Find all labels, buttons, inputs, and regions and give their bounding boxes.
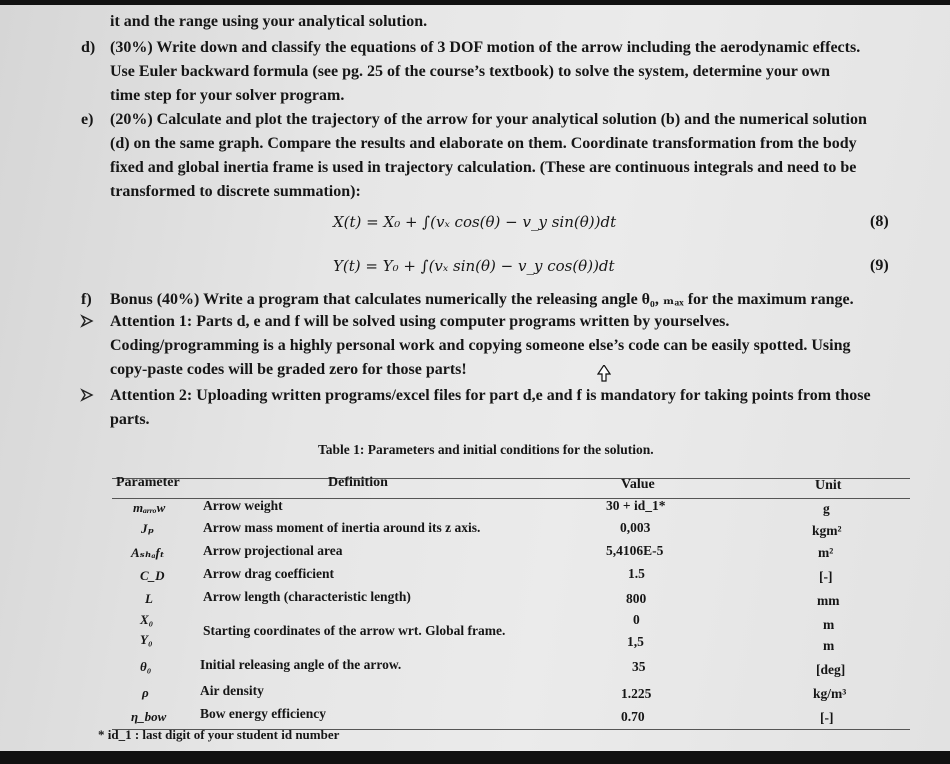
item-e-label: e): [81, 111, 94, 128]
table-row-unit: m²: [818, 545, 834, 560]
item-e-line1: (20%) Calculate and plot the trajectory of the arrow for your analytical solution (b) and the numerical solution: [110, 111, 867, 128]
document-page: [0, 5, 950, 751]
table-row-value: 0: [633, 612, 640, 627]
table-row-value: 800: [626, 591, 647, 606]
table-row-value: 1.225: [621, 686, 652, 701]
table-row-value: 0.70: [621, 709, 645, 724]
table-row-param: η_bow: [131, 709, 167, 724]
table-row-value: 1,5: [627, 634, 644, 649]
table-row-definition: Arrow drag coefficient: [203, 566, 334, 581]
table-row-definition: Arrow projectional area: [203, 543, 343, 558]
table-top-rule: [112, 478, 910, 479]
table-row-param: Aₛₕₐfₜ: [131, 545, 165, 560]
equation-9: Y(t) = Y₀ + ∫(vₓ sin(θ) − v_y cos(θ))dt: [333, 257, 615, 275]
table-row-definition: Air density: [200, 683, 264, 698]
table-row-unit: mm: [817, 593, 840, 608]
table-footnote: * id_1 : last digit of your student id number: [98, 727, 340, 742]
equation-8-number: (8): [870, 213, 889, 230]
attention-1-line3: copy-paste codes will be graded zero for those parts!: [110, 361, 467, 378]
table-row-unit: [-]: [820, 710, 834, 725]
header-parameter: Parameter: [116, 475, 180, 490]
equation-8: X(t) = X₀ + ∫(vₓ cos(θ) − v_y sin(θ))dt: [333, 213, 617, 231]
attention-1-line2: Coding/programming is a highly personal work and copying someone else’s code can be easily spotted. Using: [110, 337, 851, 354]
table-row-value: 5,4106E-5: [606, 543, 664, 558]
attention-2-line2: parts.: [110, 411, 150, 428]
table-row-param: X₀: [140, 612, 154, 627]
table-row-value: 30 + id_1*: [606, 498, 666, 513]
table-row-param: Y₀: [140, 632, 153, 647]
item-d-line3: time step for your solver program.: [110, 87, 345, 104]
table-row-unit: kgm²: [812, 523, 842, 538]
table-row-unit: m: [823, 617, 835, 632]
table-row-unit: kg/m³: [813, 686, 847, 701]
header-value: Value: [621, 477, 655, 492]
table-row-unit: m: [823, 638, 835, 653]
table-row-definition: Starting coordinates of the arrow wrt. Global frame.: [203, 623, 506, 638]
mouse-cursor-icon: [597, 365, 611, 383]
table-row-definition: Arrow mass moment of inertia around its z axis.: [203, 520, 481, 535]
item-d-line1: (30%) Write down and classify the equations of 3 DOF motion of the arrow including the aerodynamic effects.: [110, 39, 861, 56]
item-d-line2: Use Euler backward formula (see pg. 25 of the course’s textbook) to solve the system, determine your own: [110, 63, 831, 80]
header-unit: Unit: [815, 478, 842, 493]
item-e-line4: transformed to discrete summation):: [110, 183, 361, 200]
table-row-definition: Initial releasing angle of the arrow.: [200, 657, 402, 672]
arrow-bullet-icon: [80, 314, 94, 328]
table-row-value: 1.5: [628, 566, 645, 581]
table-row-unit: [-]: [819, 569, 833, 584]
attention-2-line1: Attention 2: Uploading written programs/excel files for part d,e and f is mandatory for taking points from those: [110, 387, 871, 404]
item-f-label: f): [81, 291, 92, 308]
table-row-unit: g: [823, 501, 830, 516]
table-row-definition: Arrow length (characteristic length): [203, 589, 411, 604]
table-row-definition: Bow energy efficiency: [200, 706, 326, 721]
item-f-line1: Bonus (40%) Write a program that calculates numerically the releasing angle θ₀, ₘₐₓ for the maximum range.: [110, 291, 854, 308]
table-caption: Table 1: Parameters and initial conditions for the solution.: [318, 442, 654, 457]
item-e-line2: (d) on the same graph. Compare the results and elaborate on them. Coordinate transformation from the body: [110, 135, 857, 152]
table-row-param: mₐᵣᵣₒw: [133, 500, 166, 515]
table-row-value: 0,003: [620, 520, 651, 535]
table-row-value: 35: [632, 659, 646, 674]
table-row-definition: Arrow weight: [203, 498, 283, 513]
item-d-label: d): [81, 39, 96, 56]
item-e-line3: fixed and global inertia frame is used in trajectory calculation. (These are continuous integrals and need to be: [110, 159, 857, 176]
header-definition: Definition: [328, 475, 388, 490]
attention-1-line1: Attention 1: Parts d, e and f will be solved using computer programs written by yourselves.: [110, 313, 730, 330]
table-row-param: C_D: [140, 568, 165, 583]
equation-9-number: (9): [870, 257, 889, 274]
arrow-bullet-icon: [80, 388, 94, 402]
table-row-param: L: [145, 591, 153, 606]
continued-text: it and the range using your analytical solution.: [110, 13, 428, 30]
table-row-param: Jₚ: [141, 521, 154, 536]
table-row-param: θ₀: [140, 659, 152, 674]
table-row-unit: [deg]: [816, 662, 846, 677]
table-row-param: ρ: [142, 685, 149, 700]
